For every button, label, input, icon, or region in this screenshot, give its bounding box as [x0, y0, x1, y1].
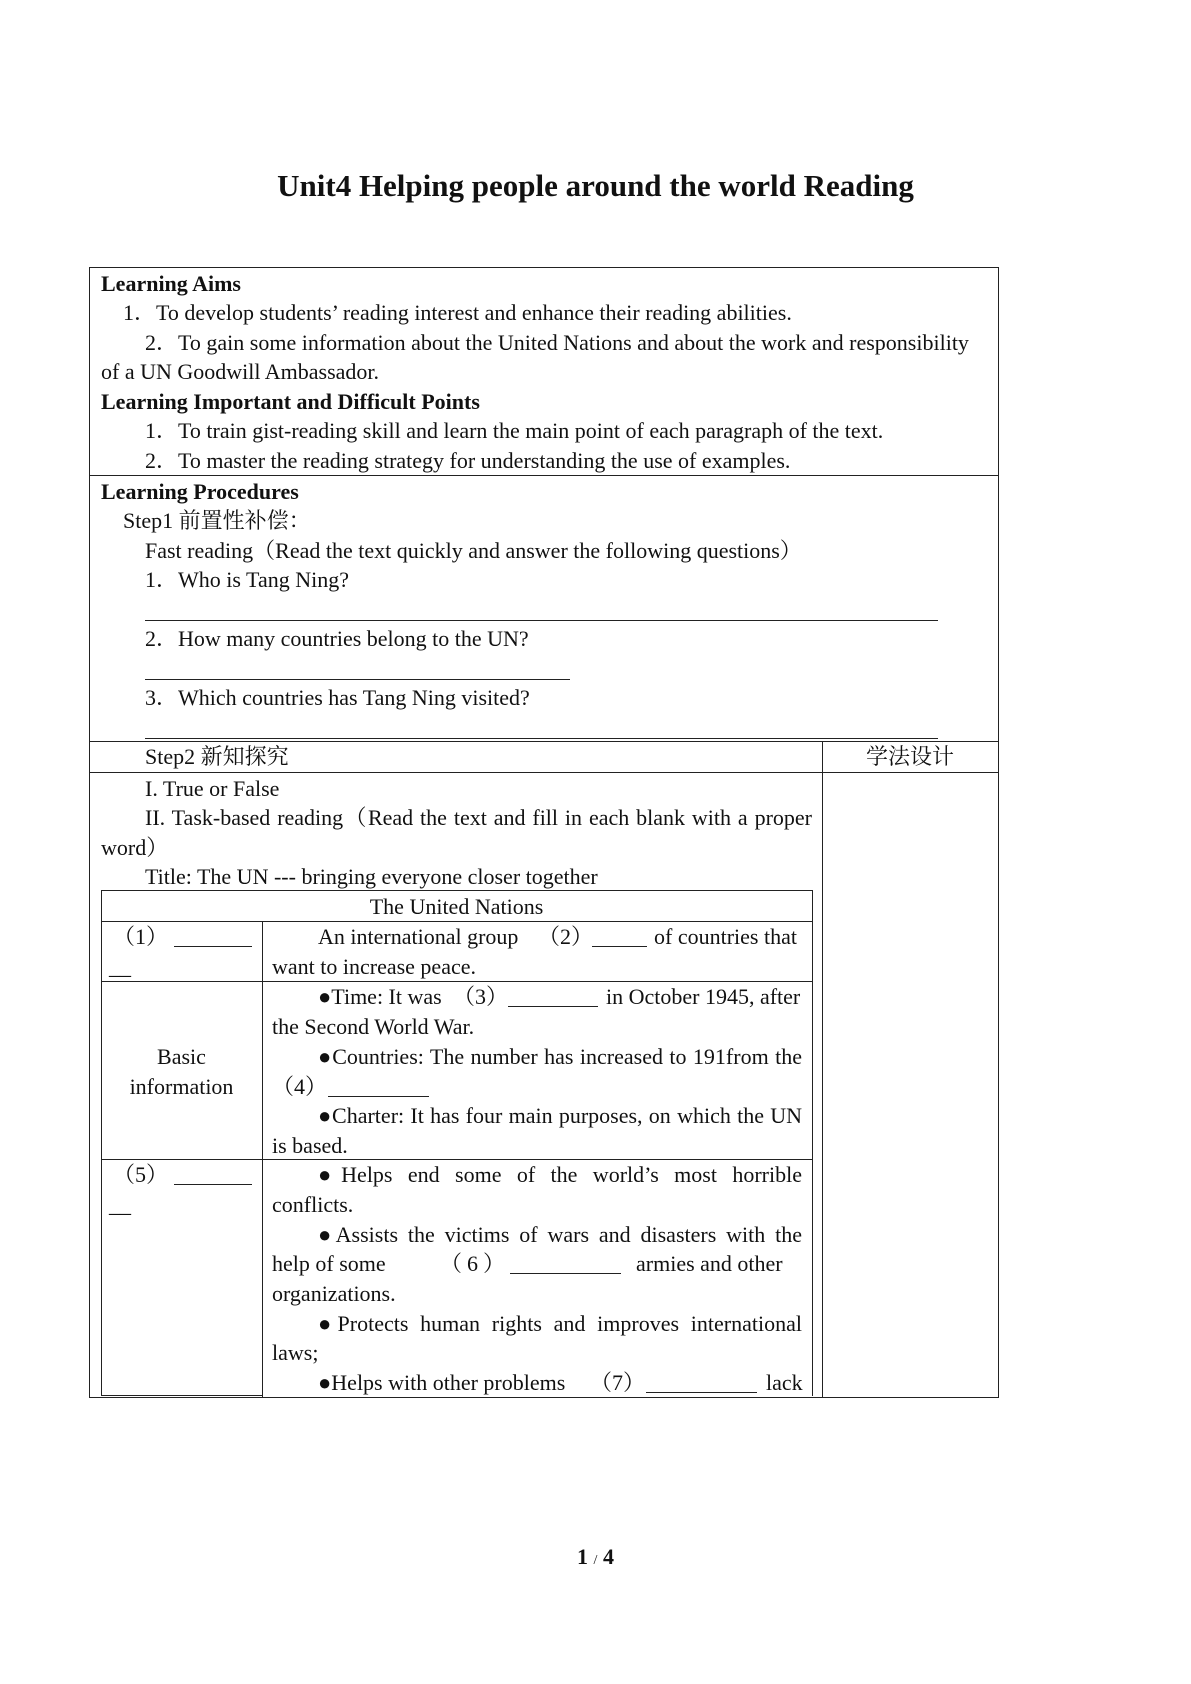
aims-heading: Learning Aims [101, 271, 241, 296]
aims-item-2-line1: 2．To gain some information about the United Nations and about the work and responsibility [145, 330, 969, 355]
helps-line2: conflicts. [272, 1192, 354, 1217]
row2-label-line2: information [129, 1074, 234, 1099]
row1-label-tail: __ [109, 954, 131, 979]
inner-table-header: The United Nations [369, 894, 544, 919]
charter-line1: ●Charter: It has four main purposes, on which the UN [318, 1103, 802, 1128]
answer-line-2[interactable] [145, 679, 570, 680]
time-blank-number: （3） [453, 984, 509, 1009]
row3-label-blank[interactable] [174, 1184, 252, 1185]
assists-line1: ●Assists the victims of wars and disasters with the [318, 1222, 802, 1247]
inner-table-bottom [101, 1395, 262, 1396]
procedures-heading: Learning Procedures [101, 479, 299, 504]
blank-4[interactable] [328, 1096, 429, 1097]
points-item-2: 2．To master the reading strategy for understanding the use of examples. [145, 448, 791, 473]
aims-item-1: 1．To develop students’ reading interest and enhance their reading abilities. [123, 300, 792, 325]
blank-6[interactable] [510, 1273, 621, 1274]
inner-table-right [812, 890, 813, 1396]
page-separator: / [593, 1553, 598, 1568]
countries-line1: ●Countries: The number has increased to 191from the [318, 1044, 802, 1069]
question-2: 2．How many countries belong to the UN? [145, 626, 529, 651]
row1-text-line2: want to increase peace. [272, 954, 476, 979]
row3-label-tail: __ [109, 1192, 131, 1217]
problems-text-end: lack [766, 1370, 803, 1395]
assists-line3: organizations. [272, 1281, 396, 1306]
table-border-right [998, 267, 999, 1397]
table-border-left [89, 267, 90, 1397]
time-text-start: ●Time: It was [318, 984, 442, 1009]
fast-reading-instruction: Fast reading（Read the text quickly and answer the following questions） [145, 538, 802, 563]
aims-item-2-line2: of a UN Goodwill Ambassador. [101, 359, 380, 384]
page-number [0, 1544, 1191, 1570]
task-reading-line1: II. Task-based reading（Read the text and fill in each blank with a proper [145, 805, 812, 830]
assists-text-start: help of some [272, 1251, 386, 1276]
row1-text-end: of countries that [654, 924, 797, 949]
row2-label-line1: Basic [157, 1044, 206, 1069]
question-3: 3．Which countries has Tang Ning visited? [145, 685, 530, 710]
answer-line-1[interactable] [145, 620, 938, 621]
true-false-heading: I. True or False [145, 776, 280, 801]
time-text-cont: the Second World War. [272, 1014, 475, 1039]
question-1: 1．Who is Tang Ning? [145, 567, 349, 592]
row1-text-start: An international group [318, 924, 519, 949]
passage-title: Title: The UN --- bringing everyone closer together [145, 864, 598, 889]
points-item-1: 1．To train gist-reading skill and learn the main point of each paragraph of the text. [145, 418, 884, 443]
countries-blank-number: （4） [272, 1074, 328, 1099]
step1-label: Step1 前置性补偿： [123, 508, 311, 533]
row1-label-blank[interactable] [174, 946, 252, 947]
blank-2[interactable] [592, 946, 647, 947]
row3-label: （5） [113, 1162, 169, 1187]
problems-text-start: ●Helps with other problems [318, 1370, 566, 1395]
assists-blank-number: （6） [440, 1251, 511, 1276]
task-reading-line2: word） [101, 835, 169, 860]
table-divider-side [822, 741, 823, 1397]
time-text-end: in October 1945, after [606, 984, 801, 1009]
protects-line2: laws; [272, 1340, 319, 1365]
answer-line-3[interactable] [145, 738, 938, 739]
inner-table-left [101, 890, 102, 1396]
protects-line1: ●Protects human rights and improves international [318, 1311, 802, 1336]
step2-label: Step2 新知探究 [145, 744, 289, 769]
problems-blank-number: （7） [590, 1370, 646, 1395]
helps-line1: ●Helps end some of the world’s most horrible [318, 1162, 802, 1187]
total-pages: 4 [602, 1544, 614, 1569]
points-heading: Learning Important and Difficult Points [101, 389, 480, 414]
page-title: Unit4 Helping people around the world Reading [277, 168, 914, 203]
inner-table-divider [262, 921, 263, 1397]
blank-3[interactable] [508, 1006, 598, 1007]
row1-blank-number: （2） [538, 924, 594, 949]
current-page: 1 [577, 1544, 589, 1569]
blank-7[interactable] [646, 1392, 757, 1393]
assists-text-end: armies and other [636, 1251, 783, 1276]
side-column-header: 学法设计 [865, 744, 954, 769]
row1-label: （1） [113, 924, 169, 949]
charter-line2: is based. [272, 1133, 348, 1158]
